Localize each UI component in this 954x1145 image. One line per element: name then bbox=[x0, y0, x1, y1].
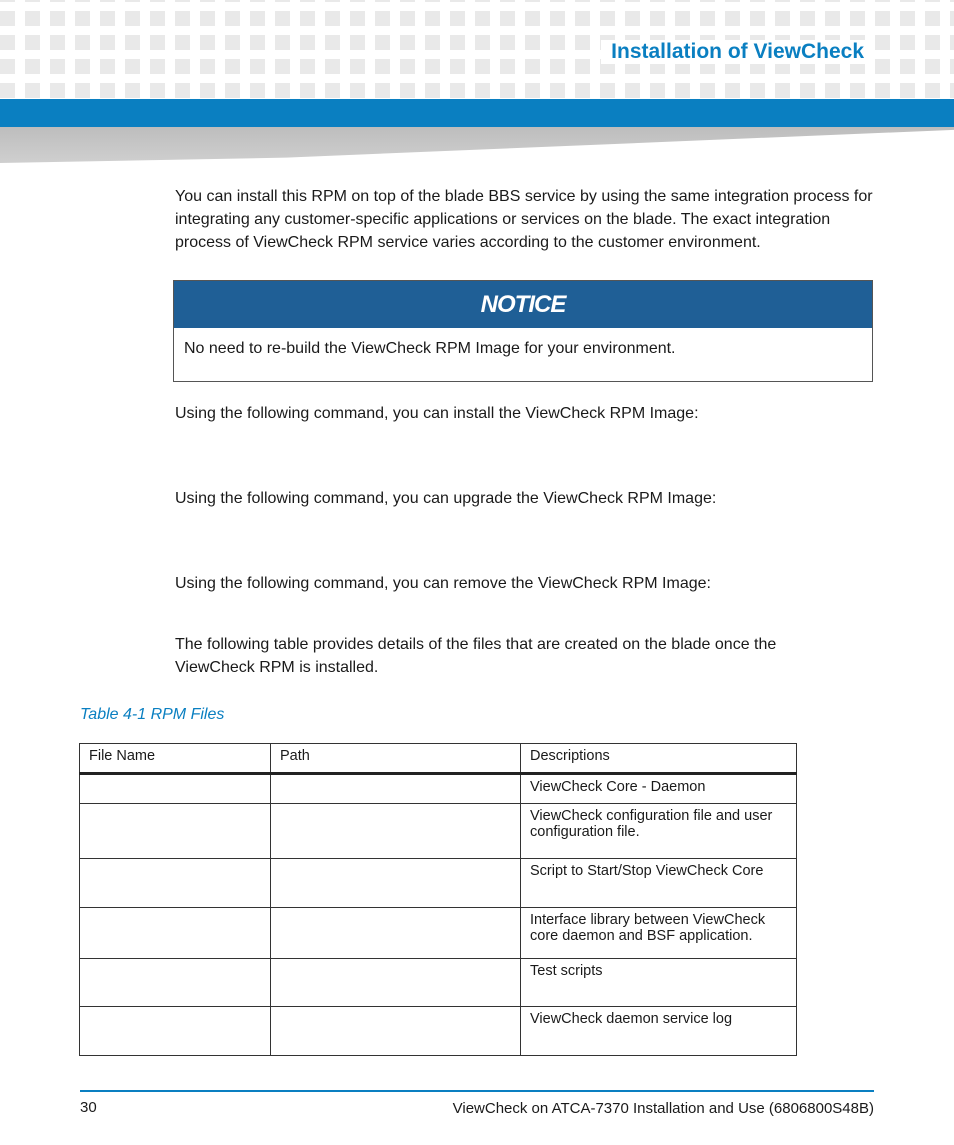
cell-description: Script to Start/Stop ViewCheck Core bbox=[521, 859, 797, 908]
cell-description: Test scripts bbox=[521, 959, 797, 1007]
cell-file-name bbox=[80, 1007, 271, 1056]
cell-path bbox=[271, 908, 521, 959]
cell-file-name bbox=[80, 774, 271, 804]
cell-description: ViewCheck daemon service log bbox=[521, 1007, 797, 1056]
cell-file-name bbox=[80, 959, 271, 1007]
notice-text: No need to re-build the ViewCheck RPM Image for your environment. bbox=[184, 340, 676, 357]
table-row bbox=[80, 859, 797, 908]
notice-heading: NOTICE bbox=[174, 281, 872, 328]
table-row bbox=[80, 959, 797, 1007]
table-row bbox=[80, 908, 797, 959]
table-header-row bbox=[80, 744, 797, 774]
rpm-files-table bbox=[79, 743, 797, 1056]
header-descriptions: Descriptions bbox=[521, 744, 797, 774]
cell-description: ViewCheck configuration file and user configuration file. bbox=[521, 804, 797, 859]
cell-path bbox=[271, 804, 521, 859]
intro-paragraph: You can install this RPM on top of the blade BBS service by using the same integration process for integrating any customer-specific applications or services on the blade. The exact integration process of ViewCheck RPM service varies according to the customer environment. bbox=[175, 188, 873, 251]
page-number: 30 bbox=[80, 1099, 97, 1116]
header-blue-bar bbox=[0, 99, 954, 127]
footer-divider bbox=[80, 1090, 874, 1092]
cell-path bbox=[271, 859, 521, 908]
header-grey-swoosh bbox=[0, 127, 954, 163]
table-row bbox=[80, 774, 797, 804]
cell-path bbox=[271, 959, 521, 1007]
cell-path bbox=[271, 1007, 521, 1056]
header-path: Path bbox=[271, 744, 521, 774]
cell-file-name bbox=[80, 859, 271, 908]
upgrade-paragraph: Using the following command, you can upgrade the ViewCheck RPM Image: bbox=[175, 490, 717, 507]
install-paragraph: Using the following command, you can install the ViewCheck RPM Image: bbox=[175, 405, 699, 422]
cell-description: Interface library between ViewCheck core daemon and BSF application. bbox=[521, 908, 797, 959]
table-caption: Table 4-1 RPM Files bbox=[80, 706, 225, 723]
cell-file-name bbox=[80, 804, 271, 859]
footer-doc-title: ViewCheck on ATCA-7370 Installation and Use (6806800S48B) bbox=[452, 1100, 874, 1117]
section-title: Installation of ViewCheck bbox=[601, 40, 874, 64]
table-intro-paragraph: The following table provides details of the files that are created on the blade once the ViewCheck RPM is installed. bbox=[175, 636, 777, 676]
remove-paragraph: Using the following command, you can remove the ViewCheck RPM Image: bbox=[175, 575, 711, 592]
cell-path bbox=[271, 774, 521, 804]
notice-box bbox=[173, 280, 873, 382]
table-row bbox=[80, 1007, 797, 1056]
cell-description: ViewCheck Core - Daemon bbox=[521, 774, 797, 804]
header-file-name: File Name bbox=[80, 744, 271, 774]
table-row bbox=[80, 804, 797, 859]
cell-file-name bbox=[80, 908, 271, 959]
